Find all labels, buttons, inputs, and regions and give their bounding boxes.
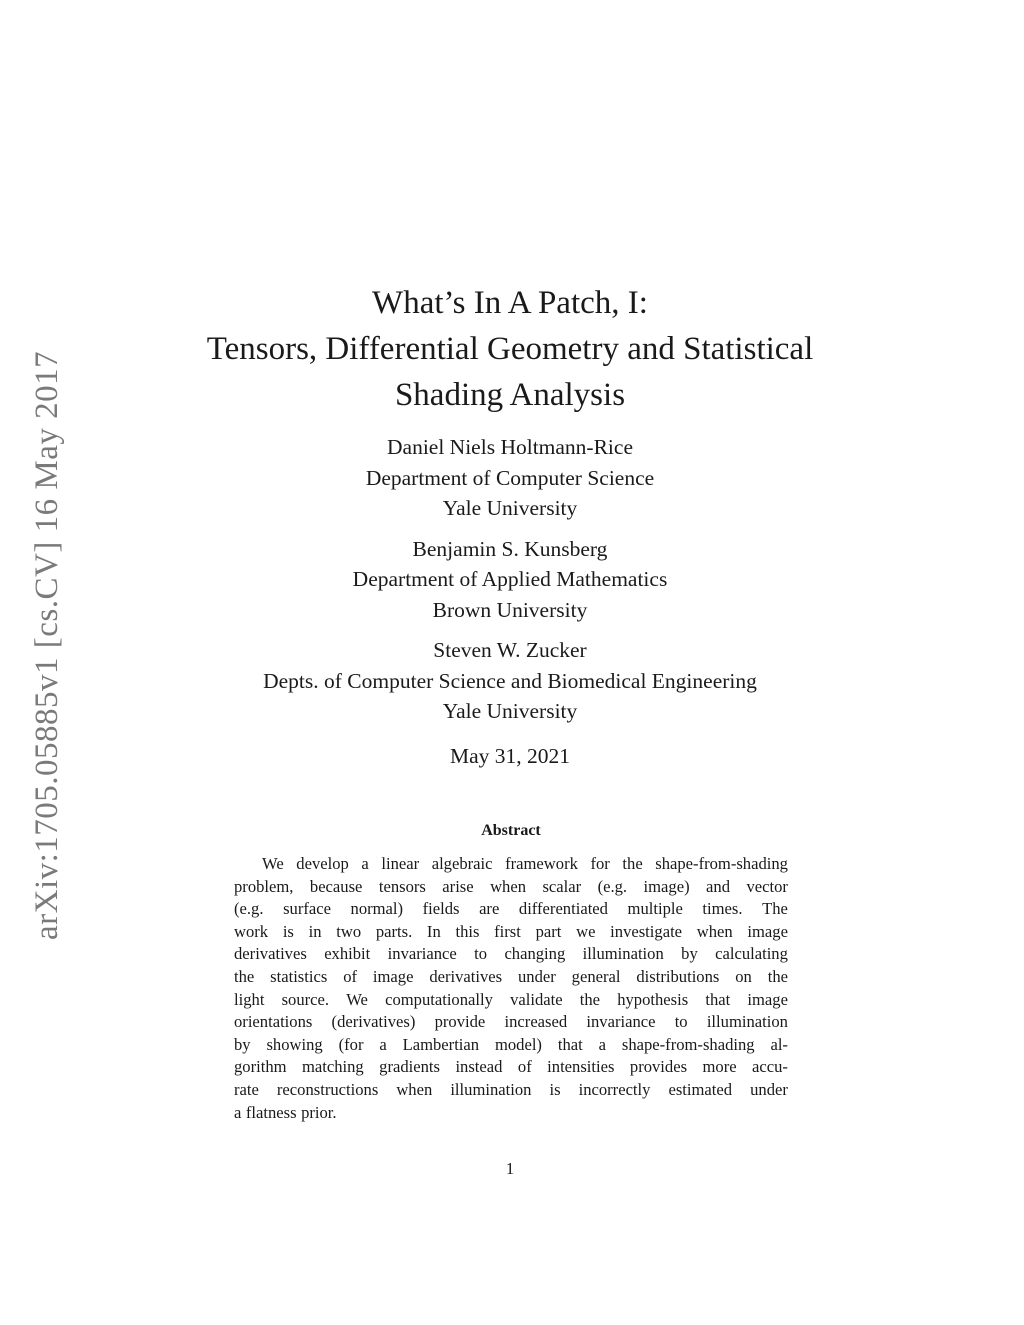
abstract-word: a xyxy=(379,1034,387,1054)
author-institution: Brown University xyxy=(432,597,588,622)
abstract-word: estimated xyxy=(668,1079,733,1099)
abstract-word: illumination xyxy=(706,1012,788,1032)
abstract-word: to xyxy=(474,944,488,964)
abstract-word: when xyxy=(490,876,527,896)
abstract-word: accu- xyxy=(752,1057,788,1077)
abstract-word: fields xyxy=(422,899,460,919)
abstract-line xyxy=(234,1034,788,1057)
abstract-line xyxy=(234,989,788,1012)
abstract-word: under xyxy=(518,966,556,986)
abstract-word: model) xyxy=(494,1034,542,1054)
abstract-word: vector xyxy=(746,876,788,896)
abstract-word: provides xyxy=(629,1057,688,1077)
abstract-word: source. xyxy=(281,989,330,1009)
abstract-word: tensors xyxy=(378,876,426,896)
abstract-word: derivatives xyxy=(429,966,503,986)
abstract-line xyxy=(234,1079,788,1102)
abstract-word: develop xyxy=(296,854,349,873)
abstract-word: problem, xyxy=(234,876,294,896)
abstract-word: on xyxy=(735,966,752,986)
abstract-word: invariance xyxy=(586,1012,656,1032)
abstract-line xyxy=(234,966,788,989)
abstract-word: (e.g. xyxy=(234,899,264,919)
abstract-word: the xyxy=(622,854,643,873)
abstract-word: invariance xyxy=(387,944,457,964)
abstract-word: scalar xyxy=(542,876,582,896)
abstract-word: are xyxy=(479,899,500,919)
abstract-line xyxy=(234,943,788,966)
abstract-word: algebraic xyxy=(431,854,493,873)
abstract-word: by xyxy=(234,1034,251,1054)
abstract-word: under xyxy=(750,1079,788,1099)
abstract-word: validate xyxy=(510,989,563,1009)
abstract-word: part xyxy=(535,921,562,941)
abstract-word: gorithm xyxy=(234,1057,287,1077)
abstract-word: hypothesis xyxy=(617,989,689,1009)
abstract-word: more xyxy=(702,1057,737,1077)
abstract-word: (e.g. xyxy=(597,876,628,896)
abstract-word: illumination xyxy=(582,944,664,964)
abstract-word: We xyxy=(346,989,368,1009)
author-department: Department of Applied Mathematics xyxy=(352,567,668,591)
abstract-word: matching xyxy=(301,1057,364,1077)
abstract-line xyxy=(234,1011,788,1034)
abstract-word: flatness xyxy=(245,1102,297,1122)
author-list xyxy=(150,432,870,737)
abstract-word: we xyxy=(576,921,596,941)
abstract-word: image xyxy=(747,989,788,1009)
abstract-word: because xyxy=(309,876,363,896)
abstract-word: by xyxy=(681,944,698,964)
arxiv-identifier-stamp: arXiv:1705.05885v1 [cs.CV] 16 May 2017 xyxy=(29,350,65,940)
abstract-line xyxy=(234,921,788,944)
author-institution: Yale University xyxy=(442,699,578,723)
abstract-word: framework xyxy=(505,854,578,873)
abstract-word: when xyxy=(396,1079,433,1099)
abstract-word: image) xyxy=(643,876,690,896)
abstract-word: reconstructions xyxy=(276,1079,379,1099)
abstract-word: Lambertian xyxy=(402,1034,480,1054)
abstract-word: rate xyxy=(234,1079,259,1099)
abstract-word: The xyxy=(762,899,788,919)
abstract-word: times. xyxy=(702,899,743,919)
abstract-word: arise xyxy=(442,876,474,896)
abstract-word: We xyxy=(262,854,284,873)
author-block xyxy=(150,635,870,727)
abstract-word: of xyxy=(517,1057,532,1077)
author-institution: Yale University xyxy=(442,496,578,520)
abstract-word: and xyxy=(706,876,731,896)
abstract-line xyxy=(234,853,788,876)
abstract-word: differentiated xyxy=(518,899,608,919)
abstract-word: showing xyxy=(266,1034,323,1054)
abstract-line xyxy=(234,898,788,921)
abstract-word: general xyxy=(571,966,621,986)
abstract-line xyxy=(234,1056,788,1079)
abstract-word: light xyxy=(234,989,265,1009)
abstract-word: this xyxy=(455,921,480,941)
abstract-word: image xyxy=(372,966,414,986)
abstract-word: two xyxy=(336,921,362,941)
abstract-word: normal) xyxy=(350,899,404,919)
publication-date: May 31, 2021 xyxy=(449,744,571,768)
abstract-word: that xyxy=(705,989,731,1009)
abstract-line xyxy=(234,876,788,899)
abstract-word: multiple xyxy=(627,899,683,919)
abstract-word: the xyxy=(579,989,601,1009)
title-line: Tensors, Differential Geometry and Statistical xyxy=(206,331,814,367)
page-number: 1 xyxy=(505,1159,515,1178)
abstract-word: exhibit xyxy=(324,944,371,964)
author-name: Steven W. Zucker xyxy=(433,638,587,662)
abstract-word: provide xyxy=(434,1012,486,1032)
abstract-word: In xyxy=(426,921,441,941)
abstract-word: linear xyxy=(381,854,420,873)
abstract-word: in xyxy=(308,921,322,941)
abstract-word: work xyxy=(234,921,269,941)
author-name: Benjamin S. Kunsberg xyxy=(412,536,608,561)
author-block xyxy=(150,432,870,524)
abstract-word: for xyxy=(590,854,610,873)
author-block xyxy=(150,534,870,626)
author-name: Daniel Niels Holtmann-Rice xyxy=(387,435,633,459)
abstract-word: gradients xyxy=(379,1057,440,1077)
abstract-word: intensities xyxy=(547,1057,615,1077)
abstract-word: shape-from-shading xyxy=(621,1034,755,1054)
abstract-word: al- xyxy=(770,1034,788,1054)
author-department: Depts. of Computer Science and Biomedical Engineering xyxy=(263,668,757,693)
abstract-word: image xyxy=(747,921,788,941)
abstract-word: that xyxy=(557,1034,583,1054)
abstract-word: (for xyxy=(338,1034,364,1054)
abstract-word: a xyxy=(361,854,369,873)
title-line: Shading Analysis xyxy=(394,377,626,413)
abstract-word: incorrectly xyxy=(578,1079,651,1099)
abstract-word: instead xyxy=(455,1057,503,1077)
abstract-word: to xyxy=(674,1012,688,1032)
abstract-line xyxy=(234,1102,788,1125)
abstract-word: prior. xyxy=(301,1102,337,1122)
abstract-word: distributions xyxy=(636,966,720,986)
abstract-word: is xyxy=(549,1079,561,1099)
abstract-word: calculating xyxy=(715,944,788,964)
abstract-word: a xyxy=(598,1034,606,1054)
abstract-heading: Abstract xyxy=(481,822,541,839)
abstract-word: changing xyxy=(504,944,566,964)
abstract-word: derivatives xyxy=(234,944,307,964)
abstract-word: illumination xyxy=(450,1079,532,1099)
abstract-word: statistics xyxy=(270,966,328,986)
paper-title xyxy=(150,280,870,418)
abstract-word: investigate xyxy=(610,921,683,941)
abstract-word: (derivatives) xyxy=(331,1012,416,1032)
abstract-word: orientations xyxy=(234,1012,313,1032)
abstract-word: the xyxy=(767,966,788,986)
abstract-word: parts. xyxy=(375,921,413,941)
abstract-word: a xyxy=(234,1102,242,1122)
abstract-word: shape-from-shading xyxy=(655,854,788,873)
abstract-word: of xyxy=(343,966,358,986)
author-department: Department of Computer Science xyxy=(365,465,655,490)
abstract-word: computationally xyxy=(385,989,493,1009)
abstract-body xyxy=(234,853,788,1124)
abstract-word: is xyxy=(282,921,294,941)
abstract-word: increased xyxy=(504,1012,568,1032)
title-line: What’s In A Patch, I: xyxy=(372,285,648,321)
abstract-word: the xyxy=(234,966,255,986)
abstract-word: surface xyxy=(283,899,331,919)
abstract-word: first xyxy=(494,921,521,941)
abstract-word: when xyxy=(696,921,733,941)
